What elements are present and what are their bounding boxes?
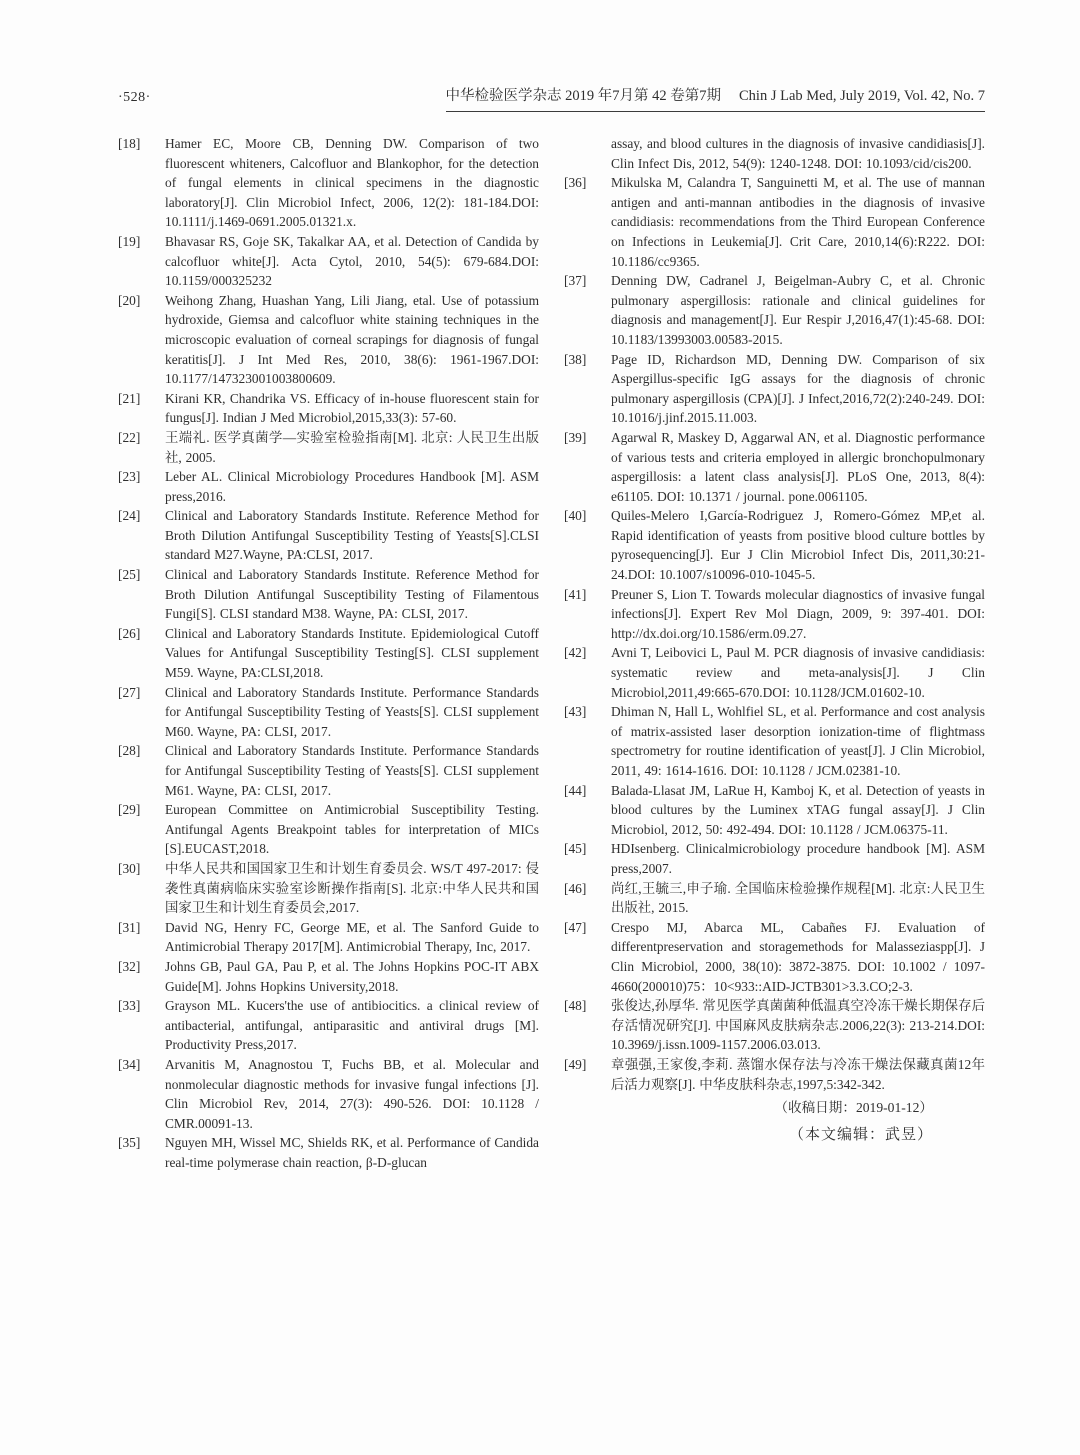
reference-item [118,467,539,506]
reference-number: [46] [564,880,587,896]
reference-item [564,839,985,878]
reference-number: [28] [118,743,141,759]
reference-item [118,506,539,565]
reference-text: Clinical and Laboratory Standards Institute. Reference Method for Broth Dilution Antifungal Susceptibility Testing of Yeasts[S].CLSI standard M27.Wayne, PA:CLSI, 2017. [165,508,539,563]
reference-number: [25] [118,567,141,583]
reference-item [564,585,985,644]
reference-item [564,134,985,173]
reference-item [564,879,985,918]
references-section [118,134,985,1172]
reference-text: Hamer EC, Moore CB, Denning DW. Comparison of two fluorescent whiteners, Calcofluor and Blankophor, for the detection of fungal elements in clinical specimens in the diagnostic laboratory[J]. Clin Microbiol Infect, 2006, 12(2): 181-184.DOI: 10.1111/j.1469-0691.2005.01321.x. [165,136,539,230]
refs-left-list [118,134,539,1172]
reference-number: [34] [118,1056,141,1072]
reference-item [118,1055,539,1133]
references-column-left [118,134,539,1172]
reference-text: Arvanitis M, Anagnostou T, Fuchs BB, et al. Molecular and nonmolecular diagnostic methods for invasive fungal infections [J]. Clin Microbiol Rev, 2014, 27(3): 490-526. DOI: 10.1128 / CMR.00091-13. [165,1056,539,1131]
reference-text: HDIsenberg. Clinicalmicrobiology procedure handbook [M]. ASM press,2007. [611,841,985,876]
reference-text: Clinical and Laboratory Standards Institute. Performance Standards for Antifungal Susceptibility Testing of Yeasts[S]. CLSI supplement M60. Wayne, PA: CLSI, 2017. [165,684,539,739]
reference-item [118,428,539,467]
reference-item [564,1055,985,1094]
reference-item [118,1133,539,1172]
reference-item [564,271,985,349]
reference-text: Leber AL. Clinical Microbiology Procedures Handbook [M]. ASM press,2016. [165,469,539,504]
reference-item [118,918,539,957]
reference-number: [44] [564,782,587,798]
reference-number: [29] [118,802,141,818]
reference-text: Kirani KR, Chandrika VS. Efficacy of in-house fluorescent stain for fungus[J]. Indian J Med Microbiol,2015,33(3): 57-60. [165,390,539,426]
reference-item [118,800,539,859]
reference-text: Mikulska M, Calandra T, Sanguinetti M, et al. The use of mannan antigen and anti-mannan antibodies in the diagnosis of invasive candidiasis: recommendations from the Third European Conference on Infections in Leukemia[J]. Crit Care, 2010,14(6):R222. DOI: 10.1186/cc9365. [611,175,985,269]
reference-number: [21] [118,390,141,406]
reference-number: [32] [118,958,141,974]
reference-number: [35] [118,1135,141,1151]
reference-item [118,741,539,800]
reference-text: Balada-Llasat JM, LaRue H, Kamboj K, et al. Detection of yeasts in blood cultures by the Luminex xTAG fungal assay[J]. J Clin Microbiol, 2012, 50: 492-494. DOI: 10.1128 / JCM.06375-11. [611,782,985,837]
reference-text: Clinical and Laboratory Standards Institute. Performance Standards for Antifungal Susceptibility Testing of Yeasts[S]. CLSI supplement M61. Wayne, PA: CLSI, 2017. [165,743,539,798]
reference-number: [24] [118,508,141,524]
reference-text: 章强强,王家俊,李莉. 蒸馏水保存法与冷冻干燥法保藏真菌12年后活力观察[J]. 中华皮肤科杂志,1997,5:342-342. [611,1056,985,1092]
reference-text: Nguyen MH, Wissel MC, Shields RK, et al. Performance of Candida real-time polymerase chain reaction, β-D-glucan [165,1135,539,1170]
reference-number: [42] [564,645,587,661]
reference-item [564,781,985,840]
reference-item [564,918,985,996]
reference-item [118,683,539,742]
reference-number: [36] [564,175,587,191]
reference-item [564,643,985,702]
refs-right-list [564,134,985,1094]
reference-number: [40] [564,508,587,524]
reference-text: 张俊达,孙厚华. 常见医学真菌菌种低温真空冷冻干燥长期保存后存活情况研究[J]. 中国麻风皮肤病杂志.2006,22(3): 213-214.DOI: 10.3969/j.issn.1009-1157.2006.03.013. [611,998,985,1053]
reference-number: [49] [564,1056,587,1072]
reference-text: Bhavasar RS, Goje SK, Takalkar AA, et al. Detection of Candida by calcofluor white[J]. Acta Cytol, 2010, 54(5): 679-684.DOI: 10.1159/000325232 [165,233,539,289]
reference-number: [39] [564,429,587,445]
reference-text: David NG, Henry FC, George ME, et al. The Sanford Guide to Antimicrobial Therapy 2017[M]. Antimicrobial Therapy, Inc, 2017. [165,919,539,955]
reference-number: [26] [118,625,141,641]
editor-note: （本文编辑：武昱） [788,1127,933,1144]
journal-title [446,84,985,112]
reference-number: [20] [118,292,141,308]
reference-text: Clinical and Laboratory Standards Institute. Epidemiological Cutoff Values for Antifungal Susceptibility Testing[S]. CLSI supplement M59. Wayne, PA:CLSI,2018. [165,625,539,681]
reference-number: [37] [564,273,587,289]
reference-text: Grayson ML. Kucers'the use of antibiocitics. a clinical review of antibacterial, antifungal, antiparasitic and antiviral drugs [M]. Productivity Press,2017. [165,998,539,1053]
references-column-right [564,134,985,1172]
reference-text: Dhiman N, Hall L, Wohlfiel SL, et al. Performance and cost analysis of matrix-assisted laser desorption ionization-time of flightmass spectrometry for routine identification of yeast[J]. J Clin Microbiol, 2011, 49: 1614-1616. DOI: 10.1128 / JCM.02381-10. [611,704,985,778]
reference-number: [48] [564,998,587,1014]
reference-item [564,702,985,780]
reference-number: [41] [564,586,587,602]
reference-item [118,957,539,996]
reference-item [118,232,539,291]
reference-text: assay, and blood cultures in the diagnosis of invasive candidiasis[J]. Clin Infect Dis, 2012, 54(9): 1240-1248. DOI: 10.1093/cid/cis200. [611,136,985,171]
reference-item [564,173,985,271]
reference-number: [23] [118,469,141,485]
reference-item [118,565,539,624]
reference-text: Quiles-Melero I,García-Rodriguez J, Romero-Gómez MP,et al. Rapid identification of yeasts from positive blood culture bottles by pyrosequencing[J]. Eur J Clin Microbiol Infect Dis, 2011,30:21-24.DOI: 10.1007/s10096-010-1045-5. [611,508,985,583]
reference-text: Agarwal R, Maskey D, Aggarwal AN, et al. Diagnostic performance of various tests and criteria employed in allergic bronchopulmonary aspergillosis: a latent class analysis[J]. PLoS One, 2013, 8(4): e61105. DOI: 10.1371 / journal. pone.0061105. [611,429,985,504]
reference-text: Weihong Zhang, Huashan Yang, Lili Jiang, etal. Use of potassium hydroxide, Giemsa and calcofluor white staining techniques in the microscopic evaluation of corneal scrapings for diagnosis of fungal keratitis[J]. J Int Med Res, 2010, 38(6): 1961-1967.DOI: 10.1177/147323001003800609. [165,292,539,387]
reference-number: [18] [118,136,141,151]
page-number: ·528· [118,90,151,105]
journal-title-cn: 中华检验医学杂志 2019 年7月第 42 卷第7期 [445,88,722,104]
reference-number: [22] [118,429,141,445]
reference-number: [31] [118,919,141,935]
reference-item [118,859,539,918]
reference-text: 尚红,王毓三,申子瑜. 全国临床检验操作规程[M]. 北京:人民卫生出版社, 2015. [611,880,985,916]
reference-text: Page ID, Richardson MD, Denning DW. Comparison of six Aspergillus-specific IgG assays for the diagnosis of chronic pulmonary aspergillosis (CPA)[J]. J Infect,2016,72(2):240-249. DOI: 10.1016/j.jinf.2015.11.003. [611,351,985,426]
journal-title-en: Chin J Lab Med, July 2019, Vol. 42, No. 7 [739,88,985,104]
page-header [118,84,985,112]
reference-item [118,996,539,1055]
reference-text: Avni T, Leibovici L, Paul M. PCR diagnosis of invasive candidiasis: systematic review and meta-analysis[J]. J Clin Microbiol,2011,49:665-670.DOI: 10.1128/JCM.01602-10. [611,645,985,700]
reference-item [118,624,539,683]
reference-text: 王端礼. 医学真菌学—实验室检验指南[M]. 北京: 人民卫生出版社, 2005. [165,429,539,465]
reference-number: [45] [564,841,587,857]
reference-item [564,996,985,1055]
reference-text: Clinical and Laboratory Standards Institute. Reference Method for Broth Dilution Antifungal Susceptibility Testing of Filamentous Fungi[S]. CLSI standard M38. Wayne, PA: CLSI, 2017. [165,567,539,622]
reference-number: [19] [118,233,141,249]
reference-text: European Committee on Antimicrobial Susceptibility Testing. Antifungal Agents Breakpoint tables for interpretation of MICs [S].EUCAST,2018. [165,802,539,857]
reference-text: Denning DW, Cadranel J, Beigelman-Aubry C, et al. Chronic pulmonary aspergillosis: rationale and clinical guidelines for diagnosis and management[J]. Eur Respir J,2016,47(1):45-68. DOI: 10.1183/13993003.00583-2015. [611,273,985,347]
received-date: （收稿日期：2019-01-12） [774,1100,933,1116]
reference-text: 中华人民共和国国家卫生和计划生育委员会. WS/T 497-2017: 侵袭性真菌病临床实验室诊断操作指南[S]. 北京:中华人民共和国国家卫生和计划生育委员会,2017. [165,860,539,916]
reference-item [564,350,985,428]
reference-item [118,134,539,232]
reference-number: [47] [564,919,587,935]
reference-number: [30] [118,860,141,876]
reference-number: [27] [118,684,141,700]
reference-text: Crespo MJ, Abarca ML, Cabañes FJ. Evaluation of differentpreservation and storagemethods for Malasseziaspp[J]. J Clin Microbiol, 2000, 38(10): 3872-3875. DOI: 10.1002 / 1097-4660(200010)75：10<933::AID-JCTB301>3.3.CO;2-3. [611,919,985,994]
reference-item [118,389,539,428]
reference-number: [38] [564,351,587,367]
reference-text: Johns GB, Paul GA, Pau P, et al. The Johns Hopkins POC-IT ABX Guide[M]. Johns Hopkins University,2018. [165,958,539,994]
reference-item [118,291,539,389]
reference-text: Preuner S, Lion T. Towards molecular diagnostics of invasive fungal infections[J]. Expert Rev Mol Diagn, 2009, 9: 397-401. DOI: http://dx.doi.org/10.1586/erm.09.27. [611,586,985,641]
reference-item [564,506,985,584]
reference-item [564,428,985,506]
reference-number: [43] [564,704,587,720]
reference-number: [33] [118,998,141,1014]
